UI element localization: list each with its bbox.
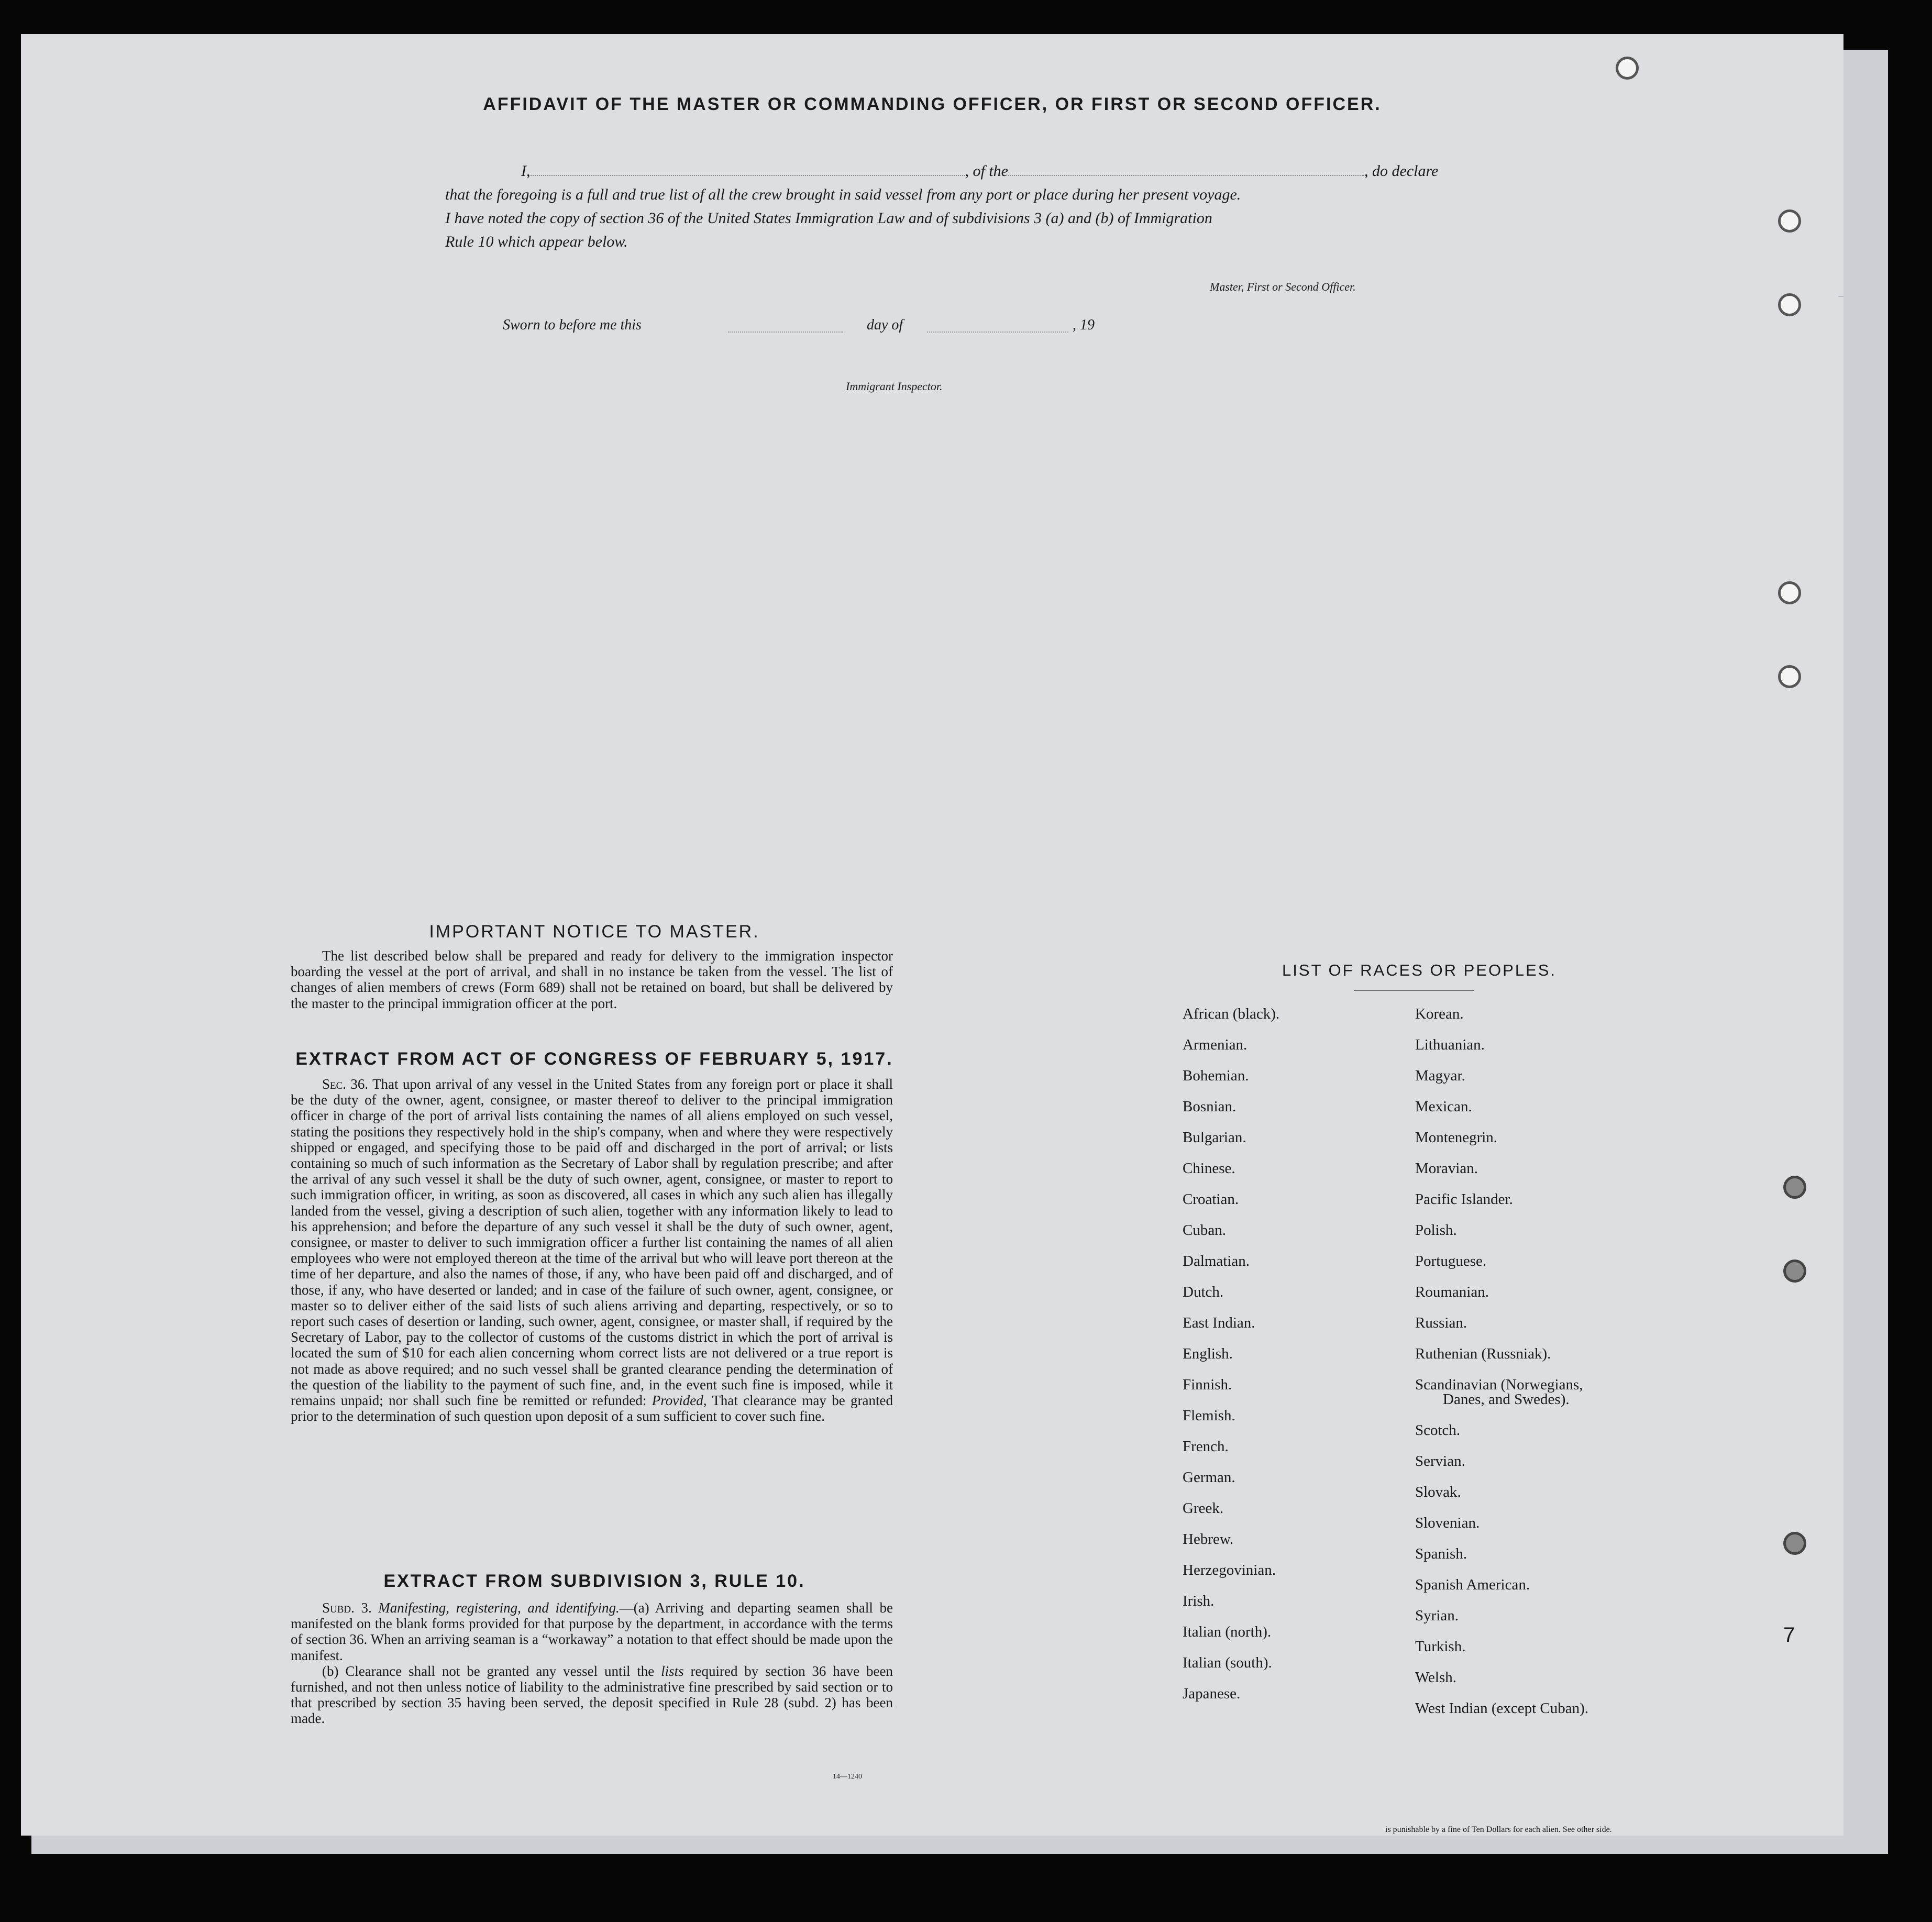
race-item: Bulgarian. [1183, 1129, 1246, 1146]
affidavit-line-2: that the foregoing is a full and true list of all the crew brought in said vessel from any port or place during her present voyage. [445, 186, 1241, 203]
vessel-blank[interactable] [1008, 175, 1364, 176]
form-number: 14—1240 [833, 1773, 862, 1781]
race-item: German. [1183, 1469, 1235, 1486]
race-item: Slovenian. [1415, 1515, 1480, 1531]
race-item: East Indian. [1183, 1315, 1255, 1331]
race-item: Spanish American. [1415, 1576, 1530, 1593]
race-item: Italian (south). [1183, 1654, 1272, 1671]
rule-para-a [291, 1600, 893, 1663]
margin-number-bottom: 7 [1783, 1623, 1795, 1647]
race-item: Pacific Islander. [1415, 1191, 1513, 1208]
race-item: Ruthenian (Russniak). [1415, 1345, 1551, 1362]
document-page [21, 34, 1843, 1836]
affidavit-i: I, [521, 162, 531, 180]
race-item: Roumanian. [1415, 1284, 1489, 1300]
act-body [291, 1076, 893, 1424]
race-item: Russian. [1415, 1315, 1467, 1331]
race-item: Dutch. [1183, 1284, 1224, 1300]
rule-para-a-text: —(a) Arriving and departing seamen shall be manifested on the blank forms provided for that purpose by the department, in accordance with the terms of section 36. When an arriving seaman is a “workaway” a notation to that effect should be made upon the manifest. [291, 1600, 893, 1663]
race-item: Moravian. [1415, 1160, 1478, 1177]
race-item: Dalmatian. [1183, 1253, 1250, 1269]
act-section-label: Sec. 36. [322, 1076, 369, 1092]
inspector-label: Immigrant Inspector. [846, 380, 943, 393]
rule-para-b-pre: (b) Clearance shall not be granted any vessel until the [322, 1663, 655, 1679]
signature-label: Master, First or Second Officer. [1210, 280, 1356, 293]
race-item: Herzegovinian. [1183, 1562, 1276, 1578]
sworn-month-blank[interactable] [927, 332, 1068, 333]
sworn-day-blank[interactable] [728, 332, 843, 333]
affidavit-of-the: , of the [965, 162, 1008, 180]
race-item: Korean. [1415, 1006, 1464, 1022]
notice-title: IMPORTANT NOTICE TO MASTER. [429, 922, 760, 942]
rule-title: EXTRACT FROM SUBDIVISION 3, RULE 10. [383, 1571, 805, 1591]
race-item: Welsh. [1415, 1669, 1457, 1686]
name-blank[interactable] [531, 175, 965, 176]
punch-hole [1616, 57, 1639, 80]
punch-hole [1778, 209, 1801, 233]
punch-hole [1778, 293, 1801, 316]
race-item: Japanese. [1183, 1685, 1241, 1702]
rule-para-b [291, 1663, 893, 1727]
ruled-line [1838, 296, 1843, 297]
act-text-end: That clearance may be granted prior to the determination of such question upon deposit of a sum sufficient to cover such fine. [291, 1393, 893, 1424]
affidavit-line-4: Rule 10 which appear below. [445, 233, 628, 250]
race-item: Montenegrin. [1415, 1129, 1498, 1146]
races-title: LIST OF RACES OR PEOPLES. [1282, 961, 1557, 979]
rule-subd-heading: Manifesting, registering, and identifying. [378, 1600, 620, 1616]
rule-para-b-lists: lists [661, 1663, 684, 1679]
punch-hole [1778, 665, 1801, 688]
race-item: Lithuanian. [1415, 1036, 1485, 1053]
notice-text: The list described below shall be prepared and ready for delivery to the immigration inspector boarding the vessel at the port of arrival, and shall in no instance be taken from the vessel. The list of changes of alien members of crews (Form 689) shall not be retained on board, but shall be delivered by the master to the principal immigration officer at the port. [291, 948, 893, 1011]
race-item: Greek. [1183, 1500, 1224, 1517]
footer-note: is punishable by a fine of Ten Dollars for each alien. See other side. [1385, 1825, 1612, 1834]
race-item: Servian. [1415, 1453, 1465, 1470]
affidavit-line-3: I have noted the copy of section 36 of the United States Immigration Law and of subdivisions 3 (a) and (b) of Immigration [445, 209, 1212, 227]
day-of-text: day of [867, 317, 903, 333]
year-text: , 19 [1073, 317, 1095, 333]
race-item: Scandinavian (Norwegians, [1415, 1376, 1583, 1393]
race-item: Flemish. [1183, 1407, 1235, 1424]
affidavit-declare: , do declare [1364, 162, 1439, 180]
race-item: Syrian. [1415, 1607, 1459, 1624]
race-item: Bosnian. [1183, 1098, 1237, 1115]
punch-hole [1783, 1176, 1806, 1199]
sworn-text: Sworn to before me this [503, 317, 642, 333]
race-item: French. [1183, 1438, 1229, 1455]
race-item: Armenian. [1183, 1036, 1247, 1053]
punch-hole [1783, 1260, 1806, 1283]
race-item: Polish. [1415, 1222, 1457, 1239]
rule-subd-label: Subd. 3. [322, 1600, 372, 1616]
race-item: Hebrew. [1183, 1531, 1234, 1548]
notice-body [291, 948, 893, 1011]
race-item: Irish. [1183, 1593, 1215, 1609]
race-item: Cuban. [1183, 1222, 1226, 1239]
race-item: Danes, and Swedes). [1443, 1391, 1570, 1408]
race-item: Slovak. [1415, 1484, 1461, 1500]
act-text: That upon arrival of any vessel in the United States from any foreign port or place it shall be the duty of the owner, agent, consignee, or master thereof to deliver to the principal immigration officer in charge of the port of arrival lists containing the names of all aliens employed on such vessel, stating the positions they respectively hold in the ship's company, when and where they were respectively shipped or engaged, and specifying those to be paid off and discharged in the port of arrival; or lists containing so much of such information as the Secretary of Labor shall by regulation prescribe; and after the arrival of any such vessel it shall be the duty of such owner, agent, consignee, or master to report to such immigration officer, in writing, as soon as discovered, all cases in which any such alien has illegally landed from the vessel, giving a description of such alien, together with any information likely to lead to his apprehension; and before the departure of any such vessel it shall be the duty of such owner, agent, consignee, or master to deliver to such immigration officer a further list containing the names of all alien employees who were not employed thereon at the time of the arrival but who will leave port thereon at the time of her departure, and also the names of those, if any, who have been paid off and discharged, and of those, if any, who have deserted or landed; and in case of the failure of such owner, agent, consignee, or master so to deliver either of the said lists of such aliens arriving and departing, respectively, or so to report such cases of desertion or landing, such owner, agent, consignee, or master shall, if required by the Secretary of Labor, pay to the collector of customs of the customs district in which the port of arrival is located the sum of $10 for each alien concerning whom correct lists are not delivered or a true report is not made as above required; and no such vessel shall be granted clearance pending the determination of the question of the liability to the payment of such fine, and, in the event such fine is imposed, while it remains unpaid; nor shall such fine be remitted or refunded: [291, 1076, 893, 1409]
affidavit-line-1 [521, 162, 1438, 180]
race-item: Mexican. [1415, 1098, 1472, 1115]
race-item: Turkish. [1415, 1638, 1466, 1655]
act-provided: Provided, [652, 1393, 707, 1409]
race-item: English. [1183, 1345, 1233, 1362]
race-item: Chinese. [1183, 1160, 1235, 1177]
rule-body [291, 1600, 893, 1727]
race-item: Finnish. [1183, 1376, 1232, 1393]
race-item: Bohemian. [1183, 1067, 1249, 1084]
race-item: Scotch. [1415, 1422, 1461, 1439]
race-item: Portuguese. [1415, 1253, 1487, 1269]
affidavit-title: AFFIDAVIT OF THE MASTER OR COMMANDING OFFICER, OR FIRST OR SECOND OFFICER. [483, 94, 1382, 114]
race-item: Italian (north). [1183, 1623, 1272, 1640]
race-item: Croatian. [1183, 1191, 1239, 1208]
races-title-rule [1354, 990, 1474, 991]
punch-hole [1783, 1532, 1806, 1555]
race-item: African (black). [1183, 1006, 1280, 1022]
race-item: Spanish. [1415, 1545, 1467, 1562]
punch-hole [1778, 581, 1801, 604]
act-title: EXTRACT FROM ACT OF CONGRESS OF FEBRUARY 5, 1917. [295, 1049, 893, 1069]
race-item: West Indian (except Cuban). [1415, 1700, 1589, 1717]
race-item: Magyar. [1415, 1067, 1465, 1084]
rule-para-b-post: required by section 36 have been furnished, and not then unless notice of liability to the administrative fine prescribed by said section or to that prescribed by section 35 having been served, the deposit specified in Rule 28 (subd. 2) has been made. [291, 1663, 893, 1727]
